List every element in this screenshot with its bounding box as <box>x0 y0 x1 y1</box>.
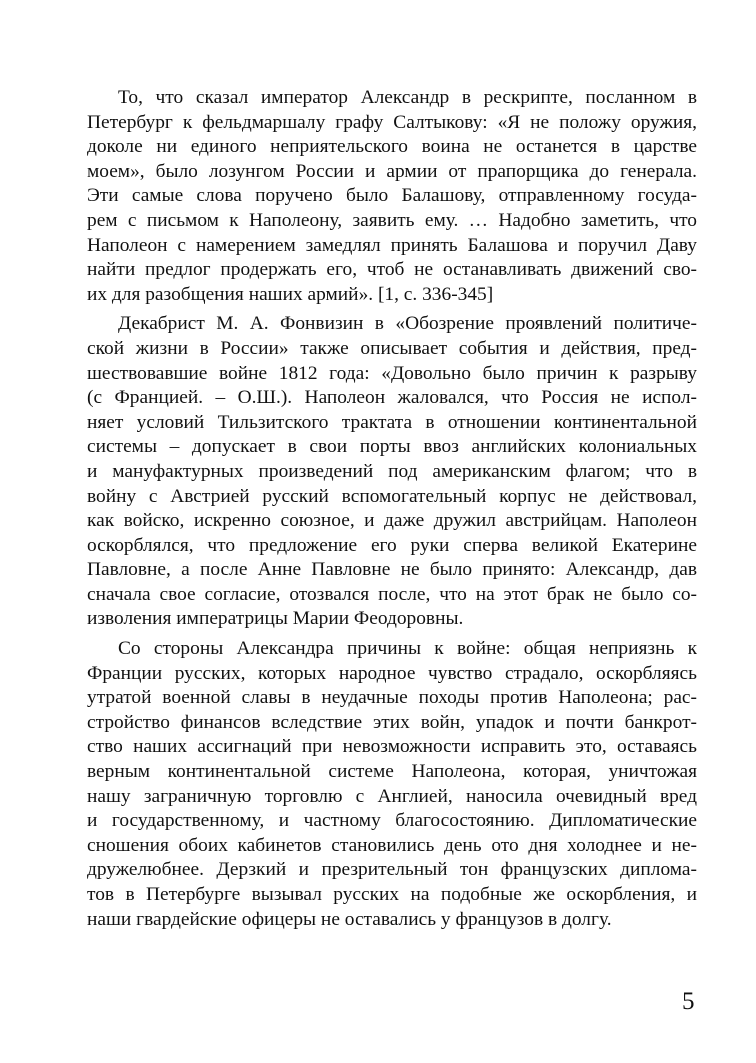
text-line: (с Францией. – О.Ш.). Наполеон жаловался, что Россия не испол- <box>87 387 697 409</box>
text-line: изволения императрицы Марии Феодоровны. <box>87 608 464 630</box>
page-number: 5 <box>682 988 695 1015</box>
text-line: ской жизни в России» также описывает события и действия, пред- <box>87 337 697 359</box>
text-line: как войско, искренно союзное, и даже дружил австрийцам. Наполеон <box>87 510 697 532</box>
text-line: стройство финансов вследствие этих войн, упадок и почти банкрот- <box>87 711 697 733</box>
text-line: Наполеон с намерением замедлял принять Балашова и поручил Даву <box>87 234 697 256</box>
text-line: Франции русских, которых народное чувство страдало, оскорбляясь <box>87 662 697 684</box>
text-line: Петербург к фельдмаршалу графу Салтыкову: «Я не положу оружия, <box>87 111 697 133</box>
text-line: оскорблялся, что предложение его руки сперва великой Екатерине <box>87 534 697 556</box>
text-line: и мануфактурных произведений под американским флагом; что в <box>87 460 697 482</box>
text-line: рем с письмом к Наполеону, заявить ему. … Надобно заметить, что <box>87 209 697 231</box>
text-line: То, что сказал император Александр в рескрипте, посланном в <box>118 87 697 108</box>
text-line: дружелюбнее. Дерзкий и презрительный тон французских диплома- <box>87 859 697 881</box>
text-line: Павловне, а после Анне Павловне не было принято: Александр, дав <box>87 559 697 581</box>
text-line: няет условий Тильзитского трактата в отношении континентальной <box>87 411 697 433</box>
text-line: верным континентальной системе Наполеона, которая, уничтожая <box>87 761 697 783</box>
text-line: сношения обоих кабинетов становились день ото дня холоднее и не- <box>87 834 697 856</box>
text-line: войну с Австрией русский вспомогательный корпус не действовал, <box>87 485 697 507</box>
text-line: Декабрист М. А. Фонвизин в «Обозрение проявлений политиче- <box>118 313 697 335</box>
text-line: нашу заграничную торговлю с Англией, наносила очевидный вред <box>87 785 697 807</box>
document-body <box>87 86 697 937</box>
text-line: Со стороны Александра причины к войне: общая неприязнь к <box>118 638 697 660</box>
text-line: их для разобщения наших армий». [1, с. 336-345] <box>87 283 494 305</box>
paragraph <box>87 86 697 307</box>
text-line: тов в Петербурге вызывал русских на подобные же оскорбления, и <box>87 884 697 905</box>
text-line: найти предлог продержать его, чтоб не останавливать движений сво- <box>87 259 697 281</box>
text-line: системы – допускает в свои порты ввоз английских колониальных <box>87 436 697 458</box>
text-line: утратой военной славы в неудачные походы против Наполеона; рас- <box>87 687 697 709</box>
text-line: ство наших ассигнаций при невозможности исправить это, оставаясь <box>87 736 697 758</box>
text-line: моем», было лозунгом России и армии от прапорщика до генерала. <box>87 160 697 182</box>
text-line: шествовавшие войне 1812 года: «Довольно было причин к разрыву <box>87 362 697 384</box>
paragraph <box>87 637 697 932</box>
text-line: сначала свое согласие, отозвался после, что на этот брак не было со- <box>87 583 697 605</box>
text-line: и государственному, и частному благосостоянию. Дипломатические <box>87 810 697 832</box>
text-line: доколе ни единого неприятельского воина не останется в царстве <box>87 136 697 158</box>
text-line: наши гвардейские офицеры не оставались у французов в долгу. <box>87 908 612 930</box>
paragraph <box>87 312 697 632</box>
text-line: Эти самые слова поручено было Балашову, отправленному госуда- <box>87 185 697 207</box>
